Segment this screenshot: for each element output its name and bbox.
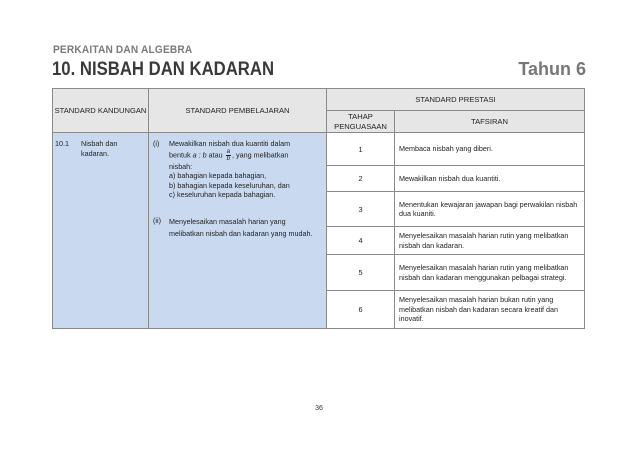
chapter-title: 10. NISBAH DAN KADARAN (52, 59, 275, 80)
header-tahap-penguasaan: TAHAP PENGUASAAN (327, 111, 395, 133)
tafsiran-3: Menentukan kewajaran jawapan bagi perwakilan nisbah dua kuaniti. (395, 192, 585, 227)
tahap-3: 3 (327, 192, 395, 227)
tahap-5: 5 (327, 255, 395, 291)
tahap-2: 2 (327, 166, 395, 192)
standards-table (52, 88, 585, 329)
sp-item-1: (i) Mewakilkan nisbah dua kuantiti dalam bentuk a : b atau $\frac{a}{b}$ , yang melibatkan nisbah: a) bahagian kepada bahagian, b) bahagian kepada keseluruhan, dan c) keseluruhan kepada bahagian. (153, 139, 291, 200)
tafsiran-5: Menyelesaikan masalah harian rutin yang melibatkan nisbah dan kadaran menggunakan pelbagai strategi. (395, 255, 585, 291)
tahap-6: 6 (327, 291, 395, 329)
header-standard-kandungan: STANDARD KANDUNGAN (53, 89, 149, 133)
tahap-1: 1 (327, 133, 395, 166)
tahap-4: 4 (327, 227, 395, 255)
tafsiran-1: Membaca nisbah yang diberi. (395, 133, 585, 166)
sk-code: 10.1 (55, 139, 69, 148)
header-standard-pembelajaran: STANDARD PEMBELAJARAN (149, 89, 327, 133)
fraction-notation: $\frac{a}{b}$ (226, 147, 231, 162)
topic-heading: PERKAITAN DAN ALGEBRA (53, 44, 193, 56)
tafsiran-6: Menyelesaikan masalah harian bukan rutin yang melibatkan nisbah dan kadaran secara kreatif dan inovatif. (395, 291, 585, 329)
standard-pembelajaran-cell (149, 133, 327, 329)
ratio-notation: a : b (192, 150, 207, 159)
tafsiran-4: Menyelesaikan masalah harian rutin yang melibatkan nisbah dan kadaran. (395, 227, 585, 255)
sp-item-2: (ii) Menyelesaikan masalah harian yang melibatkan nisbah dan kadaran yang mudah. (153, 215, 313, 238)
page-number: 36 (315, 405, 323, 412)
standard-kandungan-cell (53, 133, 149, 329)
year-label: Tahun 6 (518, 59, 586, 79)
sk-text: Nisbah dan kadaran. (81, 139, 118, 158)
tafsiran-2: Mewakilkan nisbah dua kuantiti. (395, 166, 585, 192)
header-tafsiran: TAFSIRAN (395, 111, 585, 133)
header-standard-prestasi: STANDARD PRESTASI (327, 89, 585, 111)
